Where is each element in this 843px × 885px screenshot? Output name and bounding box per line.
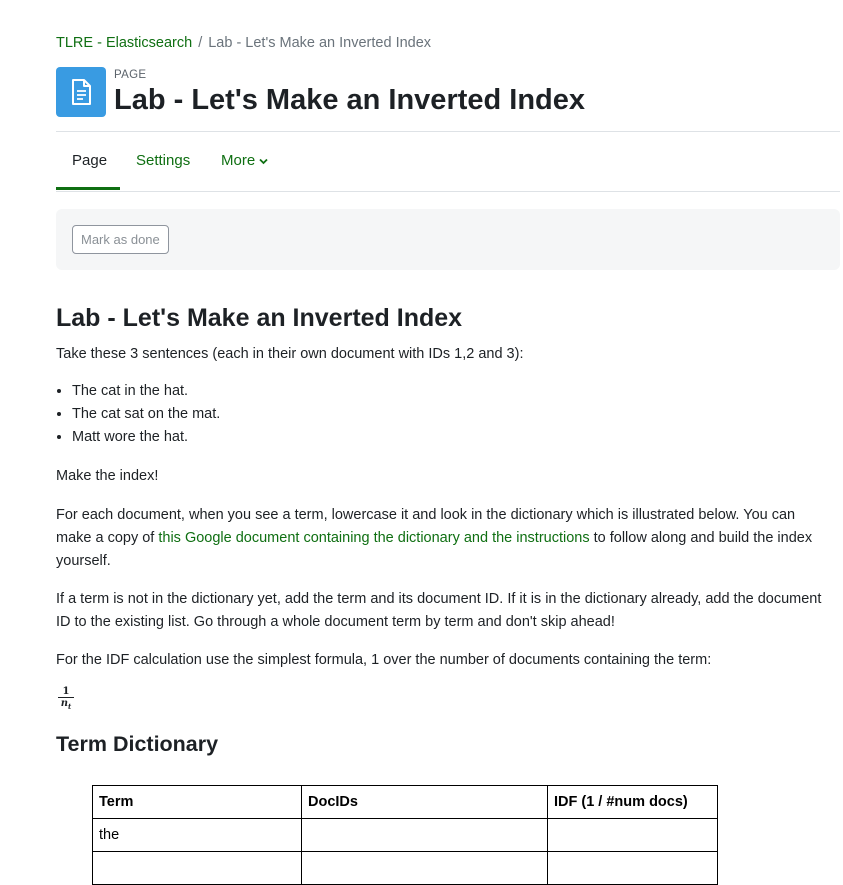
document-icon	[56, 67, 106, 117]
google-doc-link[interactable]: this Google document containing the dictionary and the instructions	[158, 530, 590, 546]
column-header-term: Term	[93, 786, 302, 819]
formula-subscript: t	[68, 702, 72, 711]
tab-settings-label: Settings	[136, 152, 191, 169]
formula-denominator	[56, 698, 76, 712]
formula-numerator: 1	[62, 686, 70, 697]
page-title: Lab - Let's Make an Inverted Index	[114, 84, 586, 116]
column-header-idf: IDF (1 / #num docs)	[548, 786, 718, 819]
tab-page[interactable]	[56, 132, 120, 190]
dictionary-heading: Term Dictionary	[56, 732, 219, 756]
dictionary-rule-text: If a term is not in the dictionary yet, add the term and its document ID. If it is in the dictionary already, add the document ID to the existing list. Go through a whole document term by term and don't skip ahead!	[56, 591, 822, 630]
secondary-navigation	[56, 132, 840, 192]
tab-more-label: More	[221, 152, 256, 169]
list-item: • The cat sat on the mat.	[72, 403, 220, 426]
table-header-row	[93, 786, 718, 819]
instructions-text	[56, 504, 826, 573]
table-cell	[548, 819, 718, 852]
content-heading: Lab - Let's Make an Inverted Index	[56, 304, 463, 332]
table-row	[93, 852, 718, 885]
tab-settings[interactable]	[120, 132, 206, 190]
sentence-list	[56, 380, 220, 449]
column-header-docids: DocIDs	[302, 786, 548, 819]
idf-formula	[56, 686, 76, 712]
table-cell	[302, 852, 548, 885]
breadcrumb-current: Lab - Let's Make an Inverted Index	[208, 35, 432, 51]
table-cell	[548, 852, 718, 885]
chevron-down-icon	[259, 158, 268, 165]
table-cell	[302, 819, 548, 852]
idf-text: For the IDF calculation use the simplest formula, 1 over the number of documents containing the term:	[56, 652, 712, 668]
page-pretitle: PAGE	[114, 69, 147, 81]
term-dictionary-table	[92, 785, 718, 885]
mark-as-done-button[interactable]: Mark as done	[72, 225, 169, 254]
list-item: • Matt wore the hat.	[72, 426, 220, 449]
page-content	[56, 300, 826, 843]
list-item: • The cat in the hat.	[72, 380, 220, 403]
divider	[56, 191, 840, 192]
formula-denominator-var: n	[60, 698, 69, 709]
table-cell: the	[93, 819, 302, 852]
instructions-text-start: For each document, when you see a term, lowercase it and look in the dictionary which is illustrated below. You can make a copy of	[56, 507, 796, 546]
breadcrumb-course-link[interactable]: TLRE - Elasticsearch	[56, 35, 193, 51]
tab-page-label: Page	[72, 152, 108, 169]
breadcrumb-separator: /	[198, 35, 203, 51]
table-cell	[93, 852, 302, 885]
activity-completion	[56, 209, 840, 270]
breadcrumb	[56, 35, 431, 51]
intro-text: Take these 3 sentences (each in their own document with IDs 1,2 and 3):	[56, 346, 524, 362]
instructions-text-end: to follow along and build the index yourself.	[56, 530, 813, 569]
table-row	[93, 819, 718, 852]
tab-more[interactable]	[205, 132, 284, 190]
make-index-text: Make the index!	[56, 468, 159, 484]
